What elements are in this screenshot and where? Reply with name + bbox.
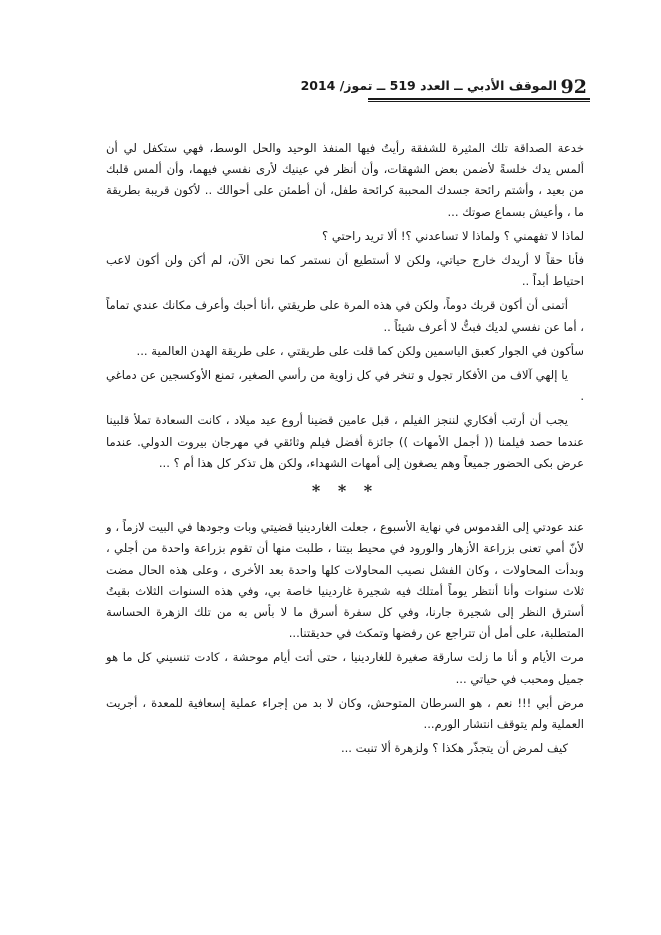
section-separator: * * *	[311, 481, 379, 501]
page-header	[0, 74, 661, 100]
paragraph: خدعة الصداقة تلك المثيرة للشفقة رأيتُ فيها المنفذ الوحيد والحل الوسط، فهي ستكفل لي أن ألمس يدك خلسةً لأضمن بعض الشهقات، وأن أنظر في عينيك لأرى نفسي فيهما، وأن ألمس قلبك من بعيد ، وأشتم رائحة جسدك المحببة كرائحة طفل، أن أطمئن على أحوالك .. لأكون قريبة بطريقة ما ، وأعيش بسماع صوتك ...	[106, 141, 584, 219]
paragraph: مرض أبي !!! نعم ، هو السرطان المتوحش، وكان لا بد من إجراء عملية إسعافية للمعدة ، أجريت العملية ولم يتوقف انتشار الورم...	[106, 695, 584, 732]
header-rule	[368, 98, 590, 100]
article-body	[106, 138, 584, 762]
paragraph: يا إلهي آلاف من الأفكار تجول و تنخر في كل زاوية من رأسي الصغير، تمنع الأوكسجين عن دماغي .	[106, 368, 584, 404]
paragraph: عند عودتي إلى القدموس في نهاية الأسبوع ، جعلت الغاردينيا قضيتي وبات وجودها في البيت لازماً ، و لأنّ أمي تعنى بزراعة الأزهار والورود في محيط بيتنا ، طلبت منها أن تقوم بزراعة واحدة من أجلي ، وبدأت المحاولات ، وكان الفشل نصيب المحاولات كلها واحدة بعد الأخرى ، وعلى هذه الحال مضت ثلاث سنوات وأنا أنتظر يوماً أمتلك فيه شجيرة غاردينيا خاصة بي، وفي هذه السنوات الثلاث بقيتُ أسترق النظر إلى شجيرة جارنا، وفي كل سفرة أسرق ما لا بأس به من تلك الزهرة الحساسة المتطلبة، على أمل أن تتراجع عن رفضها وتمكث في حديقتنا...	[106, 520, 584, 641]
paragraph: أتمنى أن أكون قربك دوماً، ولكن في هذه المرة على طريقتي ،أنا أحبك وأعرف مكانك عندي تماماً ، أما عن نفسي لديك فبتُّ لا أعرف شيئاً ..	[106, 298, 584, 334]
paragraph: يجب أن أرتب أفكاري لننجز الفيلم ، قبل عامين قضينا أروع عيد ميلاد ، كانت السعادة تملأ قلبينا عندما حصد فيلمنا (( أجمل الأمهات )) جائزة أفضل فيلم وثائقي في مهرجان بيروت الدولي. عندما عرض بكى الحضور جميعاً وهم يصغون إلى أمهات الشهداء، ولكن هل تذكر كل هذا أم ؟ ...	[106, 413, 584, 470]
paragraph: لماذا لا تفهمني ؟ ولماذا لا تساعدني ؟! ألا تريد راحتي ؟	[322, 228, 584, 243]
paragraph: فأنا حقاً لا أريدك خارج حياتي، ولكن لا أستطيع أن نستمر كما نحن الآن، لم أكن ولن أكون لاعب احتياط أبداً ..	[106, 253, 584, 289]
header-rule-thin	[368, 101, 590, 102]
paragraph: كيف لمرض أن يتجذّر هكذا ؟ ولزهرة ألا تنبت ...	[340, 741, 568, 756]
running-title: الموقف الأدبي ــ العدد 519 ــ تموز/ 2014	[300, 78, 557, 93]
paragraph: سأكون في الجوار كعبق الياسمين ولكن كما قلت على طريقتي ، على طريقة الهدن العالمية ...	[136, 343, 584, 358]
paragraph: مرت الأيام و أنا ما زلت سارقة صغيرة للغاردينيا ، حتى أتت أيام موحشة ، كادت تنسيني كل ما هو جميل ومحبب في حياتي ...	[106, 650, 584, 686]
page-number: 92	[560, 76, 587, 98]
